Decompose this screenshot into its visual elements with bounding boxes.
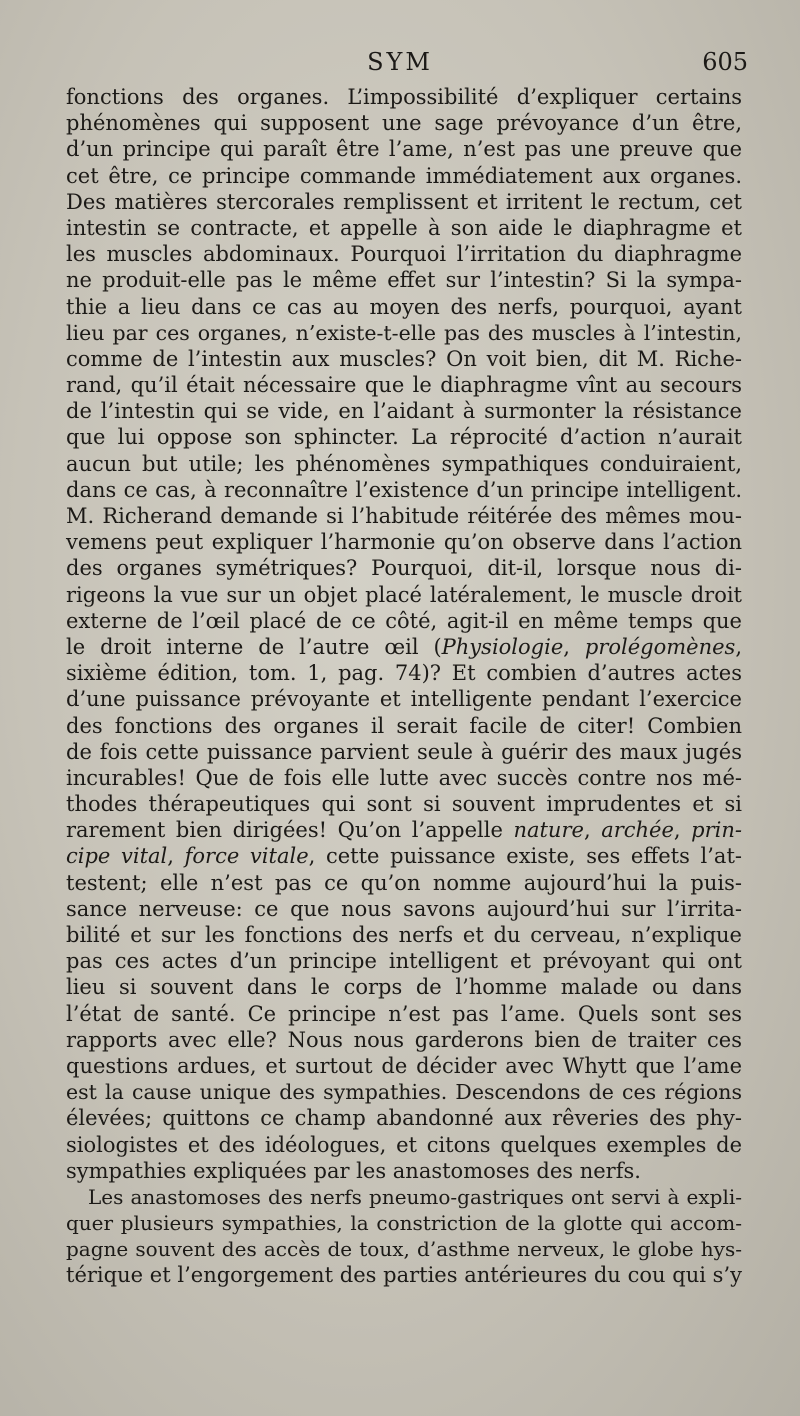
text-segment: , [563,634,585,659]
italic-text: cipe vital [66,844,168,869]
text-segment: le droit interne de l’autre œil ( [66,634,442,659]
text-line: fonctions des organes. L’impossibilité d’expliquer certains [66,85,742,109]
text-line: des fonctions des organes il serait facile de citer! Combien [66,713,742,738]
text-line: térique et l’engorgement des parties antérieures du cou qui s’y [66,1263,742,1288]
text-line: de l’intestin qui se vide, en l’aidant à surmonter la résistance [66,399,742,424]
text-line: ne produit-elle pas le même effet sur l’intestin? Si la sympa- [66,268,742,293]
text-line: sympathies expliquées par les anastomoses des nerfs. [66,1158,641,1183]
text-segment: , [735,634,742,659]
text-line: rapports avec elle? Nous nous garderons bien de traiter ces [66,1027,742,1052]
text-segment: , cette puissance existe, ses effets l’at- [308,844,742,869]
text-line: rigeons la vue sur un objet placé latéralement, le muscle droit [66,582,742,607]
text-line [66,817,742,843]
text-line: phénomènes qui supposent une sage prévoyance d’un être, [66,111,742,136]
text-line: Des matières stercorales remplissent et irritent le rectum, cet [66,189,742,214]
text-line: thie a lieu dans ce cas au moyen des nerfs, pourquoi, ayant [66,294,742,319]
text-segment: rarement bien dirigées! Qu’on l’appelle [66,818,514,843]
page-number: 605 [702,48,748,76]
text-line: cet être, ce principe commande immédiatement aux organes. [66,163,742,188]
text-line: de fois cette puissance parvient seule à guérir des maux jugés [66,739,742,764]
text-line: incurables! Que de fois elle lutte avec succès contre nos mé- [66,765,742,790]
text-line: des organes symétriques? Pourquoi, dit-il, lorsque nous di- [66,556,742,581]
italic-text: prolégomènes [584,634,736,659]
text-line: d’un principe qui paraît être l’ame, n’est pas une preuve que [66,137,742,162]
text-line: intestin se contracte, et appelle à son aide le diaphragme et [66,215,742,240]
text-line: lieu par ces organes, n’existe-t-elle pas des muscles à l’intestin, [66,320,742,345]
text-line: testent; elle n’est pas ce qu’on nomme aujourd’hui la puis- [66,870,742,895]
text-line: Les anastomoses des nerfs pneumo-gastriques ont servi à expli- [88,1184,742,1209]
italic-text: force vitale [184,844,309,869]
italic-text: archée [601,818,674,843]
page-header [0,48,800,80]
text-line: pagne souvent des accès de toux, d’asthme nerveux, le globe hys- [66,1237,742,1262]
text-line: bilité et sur les fonctions des nerfs et du cerveau, n’explique [66,923,742,947]
text-line: M. Richerand demande si l’habitude réitérée des mêmes mou- [66,504,742,528]
italic-text: nature [513,818,584,843]
text-segment: , [167,844,185,869]
text-line: est la cause unique des sympathies. Descendons de ces régions [66,1080,742,1105]
text-line: aucun but utile; les phénomènes sympathiques conduiraient, [66,451,742,476]
text-line: les muscles abdominaux. Pourquoi l’irritation du diaphragme [66,242,742,267]
text-line: d’une puissance prévoyante et intelligente pendant l’exercice [66,687,742,712]
text-line: vemens peut expliquer l’harmonie qu’on observe dans l’action [66,530,742,555]
text-line: élevées; quittons ce champ abandonné aux rêveries des phy- [66,1106,742,1131]
body-text [66,84,742,1289]
text-line [66,634,742,660]
text-line: externe de l’œil placé de ce côté, agit-il en même temps que [66,608,742,633]
running-head: SYM [367,48,433,76]
text-line: rand, qu’il était nécessaire que le diaphragme vînt au secours [66,373,742,398]
text-line: que lui oppose son sphincter. La réprocité d’action n’aurait [66,425,742,450]
text-line: thodes thérapeutiques qui sont si souvent imprudentes et si [66,792,742,817]
text-line: comme de l’intestin aux muscles? On voit bien, dit M. Riche- [66,346,742,371]
text-line: pas ces actes d’un principe intelligent et prévoyant qui ont [66,949,742,974]
italic-text: prin- [691,818,742,843]
text-line: l’état de santé. Ce principe n’est pas l’ame. Quels sont ses [66,1001,742,1026]
text-segment: , [583,818,602,843]
text-line: quer plusieurs sympathies, la constriction de la glotte qui accom- [66,1211,742,1236]
text-line: sance nerveuse: ce que nous savons aujourd’hui sur l’irrita- [66,896,742,921]
text-line: questions ardues, et surtout de décider avec Whytt que l’ame [66,1053,742,1078]
italic-text: Physiologie [441,634,564,659]
text-line [66,843,742,869]
text-line: sixième édition, tom. 1, pag. 74)? Et combien d’autres actes [66,661,742,686]
text-line: siologistes et des idéologues, et citons quelques exemples de [66,1132,742,1157]
text-line: lieu si souvent dans le corps de l’homme malade ou dans [66,975,742,1000]
text-line: dans ce cas, à reconnaître l’existence d’un principe intelligent. [66,477,742,502]
text-segment: , [673,818,692,843]
